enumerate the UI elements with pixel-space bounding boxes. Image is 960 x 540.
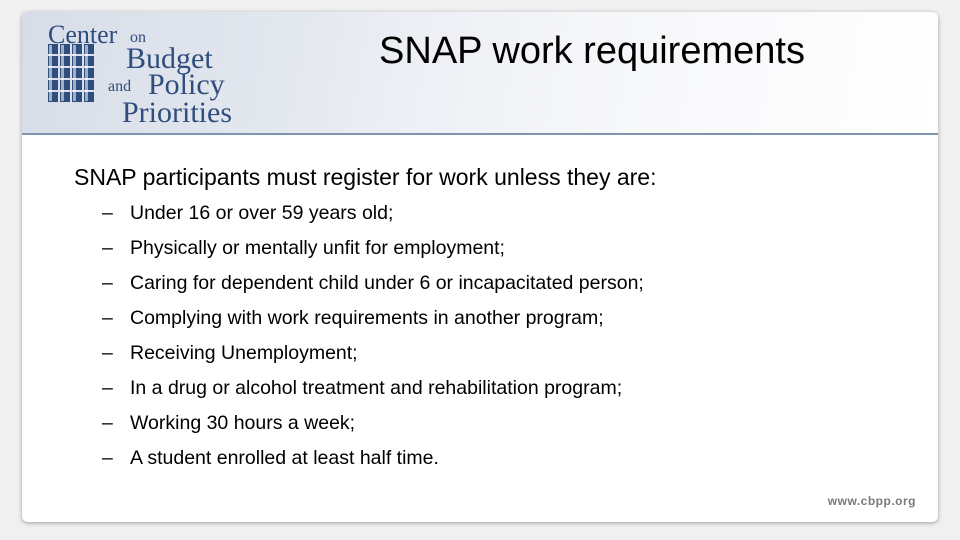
exemption-list: [102, 202, 644, 482]
intro-text: SNAP participants must register for work unless they are:: [74, 164, 657, 190]
cbpp-logo: [42, 20, 262, 129]
list-item-text: A student enrolled at least half time.: [130, 447, 439, 469]
list-item-text: Under 16 or over 59 years old;: [130, 202, 394, 224]
dash-bullet: –: [102, 237, 113, 259]
header-divider: [22, 133, 938, 135]
dash-bullet: –: [102, 447, 113, 469]
logo-word-budget: Budget: [126, 42, 213, 75]
logo-word-policy: Policy: [148, 68, 225, 101]
logo-word-center: Center: [48, 20, 118, 49]
dash-bullet: –: [102, 272, 113, 294]
list-item: [102, 412, 644, 447]
footer-url: www.cbpp.org: [827, 494, 916, 508]
logo-grid-icon: [46, 40, 104, 114]
list-item-text: Receiving Unemployment;: [130, 342, 358, 364]
dash-bullet: –: [102, 342, 113, 364]
dash-bullet: –: [102, 377, 113, 399]
list-item: [102, 307, 644, 342]
logo-word-priorities: Priorities: [122, 96, 232, 129]
dash-bullet: –: [102, 202, 113, 224]
dash-bullet: –: [102, 307, 113, 329]
list-item-text: Physically or mentally unfit for employment;: [130, 237, 505, 259]
logo-word-and: and: [108, 78, 132, 95]
list-item: [102, 342, 644, 377]
list-item: [102, 202, 644, 237]
list-item: [102, 237, 644, 272]
list-item-text: Complying with work requirements in another program;: [130, 307, 604, 329]
list-item-text: Caring for dependent child under 6 or incapacitated person;: [130, 272, 644, 294]
list-item-text: In a drug or alcohol treatment and rehabilitation program;: [130, 377, 623, 399]
list-item: [102, 272, 644, 307]
slide: [22, 12, 938, 522]
logo-word-on: on: [130, 29, 146, 46]
dash-bullet: –: [102, 412, 113, 434]
list-item: [102, 377, 644, 412]
list-item: [102, 447, 644, 482]
slide-title: SNAP work requirements: [379, 30, 805, 72]
list-item-text: Working 30 hours a week;: [130, 412, 356, 434]
